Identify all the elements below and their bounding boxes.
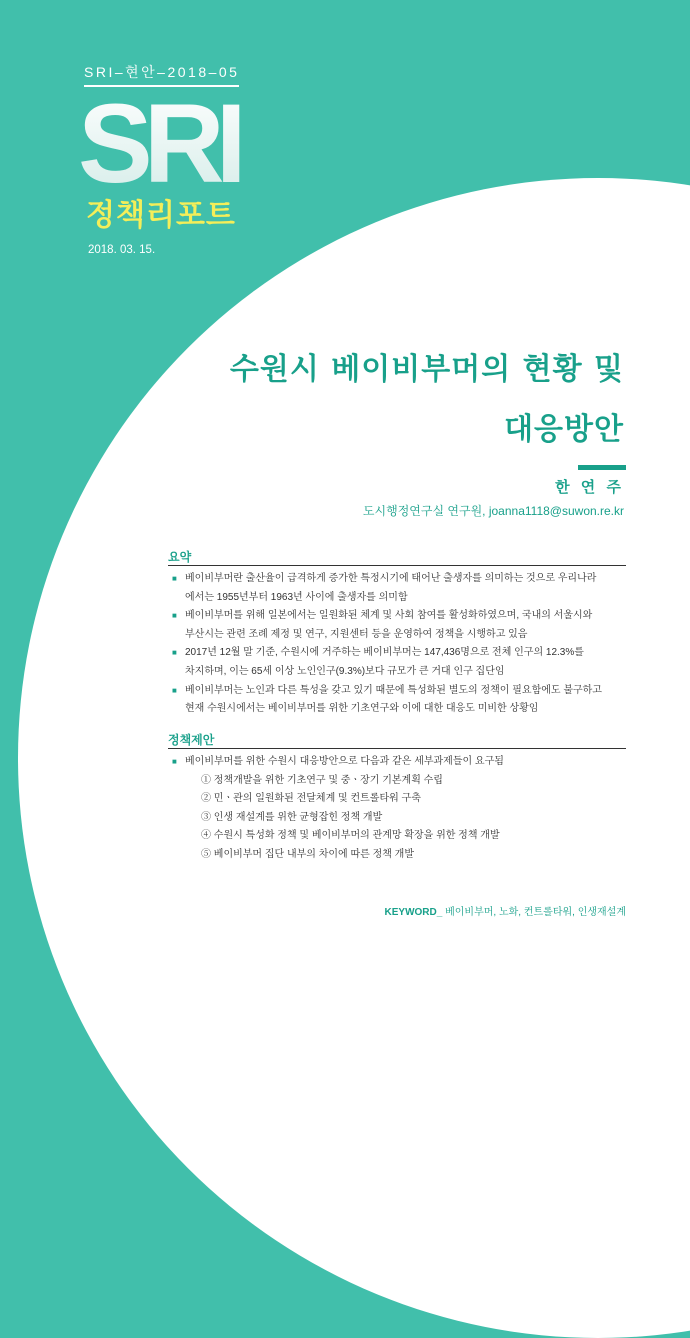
sri-logo bbox=[78, 88, 268, 188]
list-item: ■ 베이비부머를 위해 일본에서는 일원화된 체계 및 사회 참여를 활성화하였으며, 국내의 서울시와 부산시는 관련 조례 제정 및 연구, 지원센터 등을 운영하여 정책을 시행하고 있음 bbox=[172, 607, 632, 644]
square-bullet-icon: ■ bbox=[172, 648, 177, 658]
list-item bbox=[172, 753, 632, 865]
publish-date: 2018. 03. 15. bbox=[88, 244, 156, 256]
title-line-1: 수원시 베이비부머의 현황 및 bbox=[229, 352, 624, 387]
summary-heading bbox=[168, 548, 626, 566]
keywords-label: KEYWORD_ bbox=[384, 907, 443, 918]
series-rule bbox=[84, 85, 239, 87]
policy-heading-label: 정책제안 bbox=[168, 733, 215, 747]
policy-subitem: ① 정책개발을 위한 기초연구 및 중ㆍ장기 기본계획 수립 bbox=[201, 774, 443, 786]
author-rule bbox=[578, 465, 626, 470]
brand-text: SRI bbox=[78, 88, 238, 188]
policy-subitem: ⑤ 베이비부머 집단 내부의 차이에 따른 정책 개발 bbox=[201, 848, 414, 860]
summary-list bbox=[172, 570, 632, 719]
author-affiliation: 도시행정연구실 연구원, joanna1118@suwon.re.kr bbox=[362, 504, 624, 518]
list-item: ■ 2017년 12월 말 기준, 수원시에 거주하는 베이비부머는 147,436명으로 전체 인구의 12.3%를 차지하며, 이는 65세 이상 노인인구(9.3%)보다 규모가 큰 거대 인구 집단임 bbox=[172, 644, 632, 681]
policy-list bbox=[172, 753, 632, 865]
keywords bbox=[385, 903, 626, 918]
title-line-2: 대응방안 bbox=[504, 412, 624, 447]
series-code: SRI–현안–2018–05 bbox=[84, 64, 240, 80]
policy-subitem: ④ 수원시 특성화 정책 및 베이비부머의 관계망 확장을 위한 정책 개발 bbox=[201, 830, 500, 842]
summary-heading-label: 요약 bbox=[168, 550, 192, 564]
square-bullet-icon: ■ bbox=[172, 685, 177, 695]
keywords-value: 베이비부머, 노화, 컨트롤타워, 인생재설계 bbox=[445, 907, 626, 918]
policy-subitem: ② 민ㆍ관의 일원화된 전달체계 및 컨트롤타워 구축 bbox=[201, 793, 421, 805]
list-item: ■ 베이비부머란 출산율이 급격하게 증가한 특정시기에 태어난 출생자를 의미하는 것으로 우리나라 에서는 1955년부터 1963년 사이에 출생자를 의미함 bbox=[172, 570, 632, 607]
square-bullet-icon: ■ bbox=[172, 574, 177, 583]
policy-subitem: ③ 인생 재설계를 위한 균형잡힌 정책 개발 bbox=[201, 811, 383, 823]
square-bullet-icon: ■ bbox=[172, 757, 177, 766]
list-item: ■ 베이비부머는 노인과 다른 특성을 갖고 있기 때문에 특성화된 별도의 정책이 필요함에도 불구하고 현재 수원시에서는 베이비부머를 위한 기초연구와 이에 대한 대응도 미비한 상황임 bbox=[172, 682, 632, 719]
author-name: 한 연 주 bbox=[555, 478, 624, 496]
policy-heading bbox=[168, 731, 626, 749]
report-kind: 정책리포트 bbox=[86, 198, 236, 233]
square-bullet-icon: ■ bbox=[172, 611, 177, 621]
report-title bbox=[230, 340, 624, 460]
policy-intro: 베이비부머를 위한 수원시 대응방안으로 다음과 같은 세부과제들이 요구됨 bbox=[185, 756, 504, 767]
